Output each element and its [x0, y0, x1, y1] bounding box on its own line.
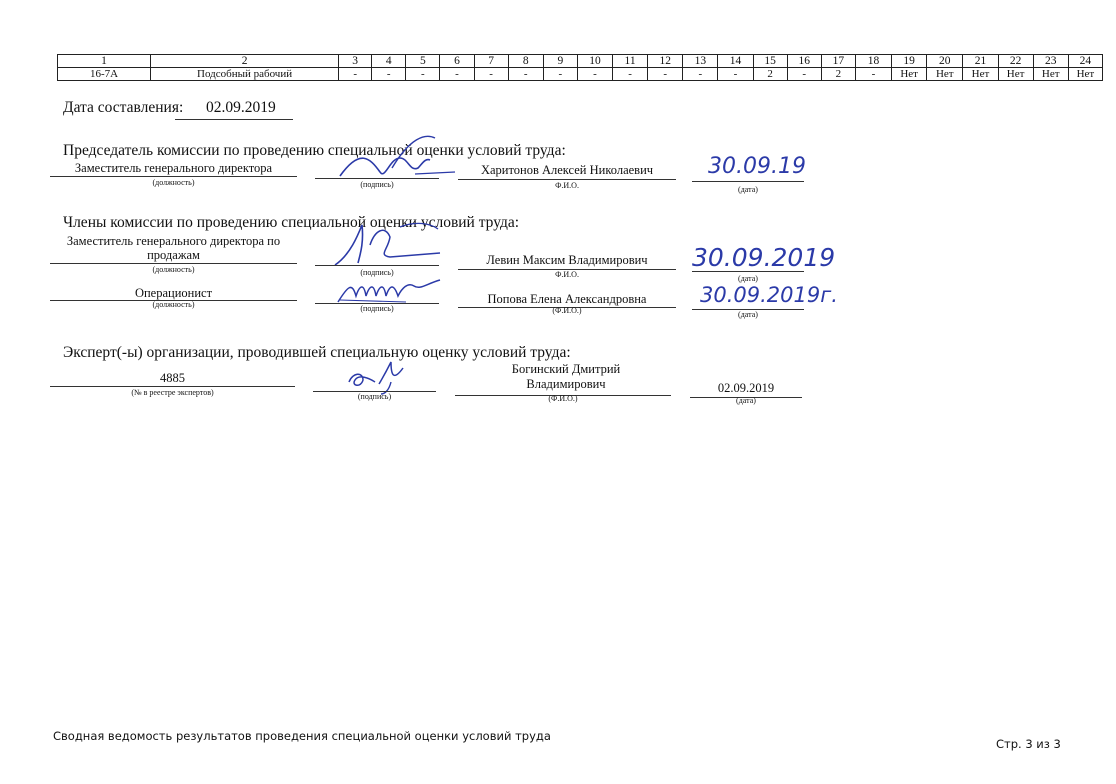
expert-signature-caption: (подпись): [357, 392, 392, 401]
table-cell: -: [787, 68, 821, 81]
table-header-cell: 9: [543, 55, 577, 68]
table-header-cell: 2: [151, 55, 339, 68]
table-cell: 2: [821, 68, 855, 81]
member-1-position-caption: (должность): [152, 265, 195, 274]
table-cell: -: [372, 68, 406, 81]
table-cell: -: [613, 68, 648, 81]
table-cell: -: [508, 68, 543, 81]
table-header-cell: 14: [718, 55, 753, 68]
member-2-name-caption: (Ф.И.О.): [552, 306, 582, 315]
chairman-date-line: [692, 181, 804, 182]
table-header-cell: 7: [474, 55, 508, 68]
members-heading: Члены комиссии по проведению специальной оценки условий труда:: [63, 214, 520, 231]
table-cell: -: [855, 68, 891, 81]
table-header-cell: 13: [683, 55, 718, 68]
member-1-position-line: [50, 263, 297, 264]
table-header-row: [58, 55, 1103, 68]
member-1-name-caption: Ф.И.О.: [555, 270, 579, 279]
table-cell: 16-7А: [58, 68, 151, 81]
expert-name: Богинский Дмитрий Владимирович: [511, 362, 621, 391]
member-2-name: Попова Елена Александровна: [487, 292, 647, 306]
table-cell: -: [543, 68, 577, 81]
chairman-name: Харитонов Алексей Николаевич: [480, 163, 654, 177]
date-compiled-underline: [175, 119, 293, 120]
expert-registry-line: [50, 386, 295, 387]
chairman-position-caption: (должность): [152, 178, 195, 187]
expert-name-caption: (Ф.И.О.): [548, 394, 578, 403]
table-cell: Нет: [1068, 68, 1102, 81]
chairman-date-handwritten: 30.09.19: [708, 154, 806, 179]
date-compiled-label: Дата составления:: [63, 99, 184, 116]
member-1-signature-line: [315, 265, 439, 266]
table-cell: -: [683, 68, 718, 81]
table-header-cell: 19: [892, 55, 927, 68]
table-cell: Нет: [1033, 68, 1068, 81]
table-header-cell: 16: [787, 55, 821, 68]
member-1-name: Левин Максим Владимирович: [486, 253, 648, 267]
member-2-date-caption: (дата): [738, 310, 758, 319]
table-header-cell: 6: [440, 55, 474, 68]
member-1-signature-caption: (подпись): [360, 268, 394, 277]
table-header-cell: 23: [1033, 55, 1068, 68]
table-header-cell: 10: [577, 55, 612, 68]
chairman-date-caption: (дата): [738, 185, 758, 194]
table-cell: Нет: [963, 68, 998, 81]
footer-document-title: Сводная ведомость результатов проведения специальной оценки условий труда: [53, 729, 551, 743]
chairman-name-line: [458, 179, 676, 180]
results-table: [57, 54, 1103, 81]
table-cell: -: [339, 68, 372, 81]
chairman-position-line: [50, 176, 297, 177]
member-2-signature-caption: (подпись): [360, 304, 394, 313]
member-1-date-line: [692, 271, 804, 272]
expert-date-caption: (дата): [736, 396, 756, 405]
table-header-cell: 8: [508, 55, 543, 68]
table-header-cell: 22: [998, 55, 1033, 68]
table-row: [58, 68, 1103, 81]
member-2-position: Операционист: [134, 286, 213, 300]
expert-registry-caption: (№ в реестре экспертов): [131, 388, 214, 397]
table-cell: -: [406, 68, 440, 81]
member-2-position-caption: (должность): [152, 300, 195, 309]
table-cell: Нет: [892, 68, 927, 81]
table-cell: Подсобный рабочий: [151, 68, 339, 81]
table-cell: Нет: [927, 68, 963, 81]
table-header-cell: 20: [927, 55, 963, 68]
member-2-date-handwritten: 30.09.2019г.: [700, 283, 838, 307]
table-cell: Нет: [998, 68, 1033, 81]
member-1-date-caption: (дата): [738, 274, 758, 283]
table-cell: -: [440, 68, 474, 81]
chairman-heading: Председатель комиссии по проведению специальной оценки условий труда:: [63, 142, 566, 159]
table-cell: -: [648, 68, 683, 81]
footer-page-number: Стр. 3 из 3: [996, 737, 1061, 751]
table-cell: 2: [753, 68, 787, 81]
table-header-cell: 4: [372, 55, 406, 68]
table-header-cell: 5: [406, 55, 440, 68]
expert-heading: Эксперт(-ы) организации, проводившей специальную оценку условий труда:: [63, 344, 571, 361]
table-header-cell: 3: [339, 55, 372, 68]
chairman-name-caption: Ф.И.О.: [555, 181, 579, 190]
table-header-cell: 1: [58, 55, 151, 68]
table-header-cell: 24: [1068, 55, 1102, 68]
chairman-signature-caption: (подпись): [360, 180, 394, 189]
table-header-cell: 17: [821, 55, 855, 68]
table-cell: -: [474, 68, 508, 81]
expert-date: 02.09.2019: [717, 381, 775, 395]
expert-registry-number: 4885: [160, 371, 185, 385]
table-header-cell: 12: [648, 55, 683, 68]
chairman-position: Заместитель генерального директора: [74, 161, 273, 175]
member-1-position: Заместитель генерального директора по продажам: [66, 234, 281, 262]
date-compiled-value: 02.09.2019: [206, 99, 276, 116]
member-1-date-handwritten: 30.09.2019: [692, 243, 836, 272]
table-header-cell: 21: [963, 55, 998, 68]
chairman-signature-line: [315, 178, 439, 179]
table-cell: -: [577, 68, 612, 81]
table-header-cell: 18: [855, 55, 891, 68]
table-cell: -: [718, 68, 753, 81]
table-header-cell: 15: [753, 55, 787, 68]
table-header-cell: 11: [613, 55, 648, 68]
